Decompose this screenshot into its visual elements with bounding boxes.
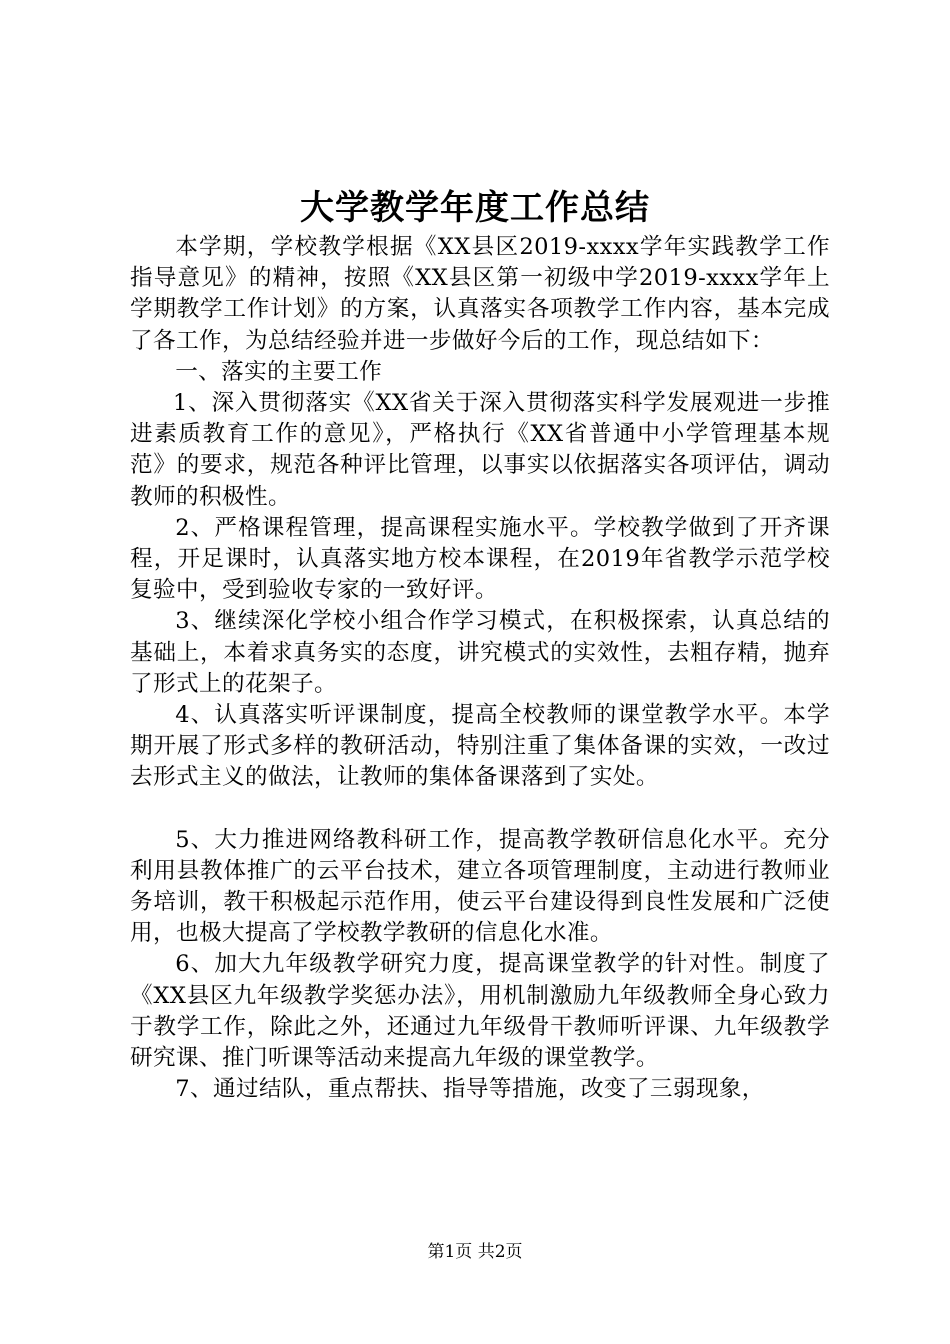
document-title: 大学教学年度工作总结 [300, 188, 650, 228]
intro-paragraph: 本学期，学校教学根据《XX县区2019-xxxx学年实践教学工作指导意见》的精神，按照《XX县区第一初级中学2019-xxxx学年上学期教学工作计划》的方案，认真落实各项教学工作内容，基本完成了各工作，为总结经验并进一步做好今后的工作，现总结如下： [130, 234, 830, 354]
work-item-1: 1、深入贯彻落实《XX省关于深入贯彻落实科学发展观进一步推进素质教育工作的意见》，严格执行《XX省普通中小学管理基本规范》的要求，规范各种评比管理，以事实以依据落实各项评估，调动教师的积极性。 [130, 390, 830, 510]
section-heading: 一、落实的主要工作 [175, 358, 383, 385]
work-item-7: 7、通过结队，重点帮扶、指导等措施，改变了三弱现象， [175, 1076, 765, 1103]
work-item-6: 6、加大九年级教学研究力度，提高课堂教学的针对性。制度了《XX县区九年级教学奖惩办法》，用机制激励九年级教师全身心致力于教学工作，除此之外，还通过九年级骨干教师听评课、九年级教学研究课、推门听课等活动来提高九年级的课堂教学。 [130, 951, 830, 1072]
document-body [130, 232, 830, 1105]
work-item-3: 3、继续深化学校小组合作学习模式，在积极探索，认真总结的基础上，本着求真务实的态度，讲究模式的实效性，去粗存精，抛弃了形式上的花架子。 [130, 608, 830, 697]
work-item-4: 4、认真落实听评课制度，提高全校教师的课堂教学水平。本学期开展了形式多样的教研活动，特别注重了集体备课的实效，一改过去形式主义的做法，让教师的集体备课落到了实处。 [130, 702, 830, 791]
paragraph-gap [130, 794, 830, 825]
work-item-2: 2、严格课程管理，提高课程实施水平。学校教学做到了开齐课程，开足课时，认真落实地方校本课程，在2019年省教学示范学校复验中，受到验收专家的一致好评。 [130, 514, 830, 604]
page-number-footer: 第1页 共2页 [427, 1242, 523, 1262]
work-item-5: 5、大力推进网络教科研工作，提高教学教研信息化水平。充分利用县教体推广的云平台技术，建立各项管理制度，主动进行教师业务培训，教干积极起示范作用，使云平台建设得到良性发展和广泛使用，也极大提高了学校教学教研的信息化水准。 [130, 826, 830, 947]
